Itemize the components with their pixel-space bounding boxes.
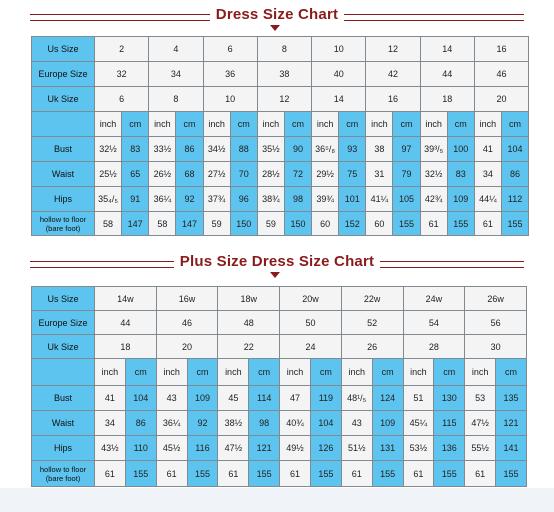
size-cell: 20 <box>156 335 218 359</box>
unit-row <box>32 112 529 137</box>
measure-cm-cell: 112 <box>501 187 528 212</box>
dress-size-table <box>31 36 529 236</box>
measure-inch-cell: 43½ <box>95 436 126 461</box>
measure-row <box>32 212 529 236</box>
size-cell: 46 <box>156 311 218 335</box>
unit-row <box>32 359 527 386</box>
plus-size-chart-header <box>0 249 554 273</box>
measure-inch-cell: 61 <box>341 461 372 487</box>
unit-cm: cm <box>501 112 528 137</box>
measure-inch-cell: 45 <box>218 386 249 411</box>
size-cell: 56 <box>465 311 527 335</box>
measure-inch-cell: 39³/₅ <box>420 137 447 162</box>
measure-cm-cell: 101 <box>339 187 366 212</box>
measure-inch-cell: 49½ <box>280 436 311 461</box>
unit-cm: cm <box>339 112 366 137</box>
row-label: Bust <box>32 137 95 162</box>
measure-cm-cell: 155 <box>310 461 341 487</box>
measure-cm-cell: 97 <box>393 137 420 162</box>
size-row <box>32 287 527 311</box>
dress-size-chart-title: Dress Size Chart <box>210 6 344 23</box>
measure-inch-cell: 53 <box>465 386 496 411</box>
unit-inch: inch <box>312 112 339 137</box>
unit-inch: inch <box>218 359 249 386</box>
measure-cm-cell: 88 <box>230 137 257 162</box>
measure-inch-cell: 41 <box>95 386 126 411</box>
size-cell: 22w <box>341 287 403 311</box>
unit-inch: inch <box>149 112 176 137</box>
measure-cm-cell: 72 <box>284 162 311 187</box>
measure-cm-cell: 150 <box>284 212 311 236</box>
size-cell: 8 <box>149 87 203 112</box>
measure-inch-cell: 51½ <box>341 436 372 461</box>
measure-inch-cell: 51 <box>403 386 434 411</box>
measure-inch-cell: 38½ <box>218 411 249 436</box>
measure-inch-cell: 53½ <box>403 436 434 461</box>
measure-cm-cell: 155 <box>496 461 527 487</box>
size-cell: 6 <box>203 37 257 62</box>
measure-cm-cell: 121 <box>249 436 280 461</box>
row-label: Europe Size <box>32 311 95 335</box>
measure-inch-cell: 61 <box>465 461 496 487</box>
measure-cm-cell: 155 <box>249 461 280 487</box>
measure-cm-cell: 136 <box>434 436 465 461</box>
measure-inch-cell: 39¾ <box>312 187 339 212</box>
unit-inch: inch <box>95 359 126 386</box>
measure-cm-cell: 121 <box>496 411 527 436</box>
size-cell: 24w <box>403 287 465 311</box>
measure-row <box>32 461 527 487</box>
unit-cm: cm <box>372 359 403 386</box>
row-label: Us Size <box>32 287 95 311</box>
measure-cm-cell: 130 <box>434 386 465 411</box>
measure-cm-cell: 100 <box>447 137 474 162</box>
size-cell: 54 <box>403 311 465 335</box>
size-cell: 16 <box>366 87 420 112</box>
row-label: Uk Size <box>32 87 95 112</box>
measure-inch-cell: 61 <box>280 461 311 487</box>
row-label: Europe Size <box>32 62 95 87</box>
measure-cm-cell: 68 <box>176 162 203 187</box>
measure-inch-cell: 61 <box>420 212 447 236</box>
size-row <box>32 335 527 359</box>
measure-cm-cell: 150 <box>230 212 257 236</box>
measure-inch-cell: 48¹/₅ <box>341 386 372 411</box>
measure-cm-cell: 83 <box>122 137 149 162</box>
row-label: Us Size <box>32 37 95 62</box>
size-cell: 28 <box>403 335 465 359</box>
measure-inch-cell: 61 <box>218 461 249 487</box>
measure-cm-cell: 104 <box>310 411 341 436</box>
measure-cm-cell: 155 <box>447 212 474 236</box>
row-label: Hips <box>32 187 95 212</box>
measure-cm-cell: 90 <box>284 137 311 162</box>
row-label: Waist <box>32 162 95 187</box>
measure-inch-cell: 45½ <box>156 436 187 461</box>
size-cell: 42 <box>366 62 420 87</box>
size-cell: 14 <box>312 87 366 112</box>
unit-inch: inch <box>95 112 122 137</box>
measure-inch-cell: 32½ <box>95 137 122 162</box>
measure-cm-cell: 155 <box>372 461 403 487</box>
size-cell: 8 <box>257 37 311 62</box>
measure-inch-cell: 47½ <box>218 436 249 461</box>
measure-cm-cell: 65 <box>122 162 149 187</box>
measure-cm-cell: 86 <box>176 137 203 162</box>
size-cell: 12 <box>257 87 311 112</box>
measure-cm-cell: 116 <box>187 436 218 461</box>
size-cell: 44 <box>95 311 157 335</box>
size-cell: 6 <box>95 87 149 112</box>
row-label: Uk Size <box>32 335 95 359</box>
size-row <box>32 37 529 62</box>
size-cell: 2 <box>95 37 149 62</box>
unit-cm: cm <box>187 359 218 386</box>
measure-cm-cell: 91 <box>122 187 149 212</box>
unit-inch: inch <box>203 112 230 137</box>
chevron-down-icon <box>270 25 280 31</box>
unit-cm: cm <box>249 359 280 386</box>
measure-cm-cell: 92 <box>176 187 203 212</box>
measure-inch-cell: 34½ <box>203 137 230 162</box>
measure-cm-cell: 109 <box>447 187 474 212</box>
dress-size-chart-header <box>0 2 554 26</box>
measure-inch-cell: 36⁵/₈ <box>312 137 339 162</box>
measure-cm-cell: 96 <box>230 187 257 212</box>
size-cell: 34 <box>149 62 203 87</box>
measure-cm-cell: 104 <box>501 137 528 162</box>
measure-inch-cell: 41 <box>474 137 501 162</box>
size-cell: 26 <box>341 335 403 359</box>
size-cell: 32 <box>95 62 149 87</box>
unit-inch: inch <box>465 359 496 386</box>
size-cell: 36 <box>203 62 257 87</box>
measure-inch-cell: 60 <box>312 212 339 236</box>
measure-cm-cell: 105 <box>393 187 420 212</box>
unit-inch: inch <box>257 112 284 137</box>
size-cell: 18 <box>95 335 157 359</box>
size-cell: 38 <box>257 62 311 87</box>
row-label: Waist <box>32 411 95 436</box>
size-cell: 52 <box>341 311 403 335</box>
size-cell: 12 <box>366 37 420 62</box>
size-cell: 30 <box>465 335 527 359</box>
measure-row <box>32 137 529 162</box>
size-cell: 18 <box>420 87 474 112</box>
plus-size-table <box>31 286 527 487</box>
unit-cm: cm <box>176 112 203 137</box>
measure-inch-cell: 34 <box>95 411 126 436</box>
measure-row <box>32 386 527 411</box>
measure-cm-cell: 93 <box>339 137 366 162</box>
measure-row <box>32 436 527 461</box>
measure-cm-cell: 104 <box>125 386 156 411</box>
size-cell: 20w <box>280 287 342 311</box>
measure-inch-cell: 59 <box>203 212 230 236</box>
measure-cm-cell: 155 <box>125 461 156 487</box>
measure-inch-cell: 31 <box>366 162 393 187</box>
row-label: Hips <box>32 436 95 461</box>
plus-size-chart-title: Plus Size Dress Size Chart <box>174 253 380 270</box>
measure-cm-cell: 155 <box>187 461 218 487</box>
measure-cm-cell: 147 <box>176 212 203 236</box>
unit-cm: cm <box>125 359 156 386</box>
measure-cm-cell: 114 <box>249 386 280 411</box>
unit-inch: inch <box>341 359 372 386</box>
row-label: hollow to floor (bare foot) <box>32 461 95 487</box>
measure-cm-cell: 155 <box>501 212 528 236</box>
measure-cm-cell: 155 <box>393 212 420 236</box>
measure-cm-cell: 83 <box>447 162 474 187</box>
chevron-down-icon <box>270 272 280 278</box>
size-cell: 44 <box>420 62 474 87</box>
page-footer-band <box>0 488 554 512</box>
unit-cm: cm <box>393 112 420 137</box>
measure-row <box>32 162 529 187</box>
size-cell: 18w <box>218 287 280 311</box>
unit-cm: cm <box>230 112 257 137</box>
size-cell: 4 <box>149 37 203 62</box>
measure-inch-cell: 45¼ <box>403 411 434 436</box>
measure-inch-cell: 61 <box>156 461 187 487</box>
measure-inch-cell: 38¾ <box>257 187 284 212</box>
measure-inch-cell: 28½ <box>257 162 284 187</box>
size-row <box>32 62 529 87</box>
measure-row <box>32 411 527 436</box>
measure-cm-cell: 115 <box>434 411 465 436</box>
size-cell: 24 <box>280 335 342 359</box>
measure-cm-cell: 86 <box>501 162 528 187</box>
measure-inch-cell: 42¾ <box>420 187 447 212</box>
size-cell: 16 <box>474 37 528 62</box>
measure-inch-cell: 36¼ <box>156 411 187 436</box>
size-cell: 26w <box>465 287 527 311</box>
measure-inch-cell: 41¼ <box>366 187 393 212</box>
measure-cm-cell: 119 <box>310 386 341 411</box>
measure-inch-cell: 29½ <box>312 162 339 187</box>
measure-cm-cell: 110 <box>125 436 156 461</box>
unit-cm: cm <box>447 112 474 137</box>
measure-inch-cell: 38 <box>366 137 393 162</box>
measure-inch-cell: 61 <box>403 461 434 487</box>
size-cell: 10 <box>312 37 366 62</box>
measure-inch-cell: 61 <box>474 212 501 236</box>
size-cell: 48 <box>218 311 280 335</box>
measure-inch-cell: 34 <box>474 162 501 187</box>
measure-cm-cell: 109 <box>187 386 218 411</box>
measure-inch-cell: 32½ <box>420 162 447 187</box>
unit-inch: inch <box>366 112 393 137</box>
measure-cm-cell: 152 <box>339 212 366 236</box>
unit-inch: inch <box>156 359 187 386</box>
measure-inch-cell: 35½ <box>257 137 284 162</box>
size-cell: 14w <box>95 287 157 311</box>
measure-inch-cell: 37¾ <box>203 187 230 212</box>
measure-inch-cell: 61 <box>95 461 126 487</box>
measure-cm-cell: 141 <box>496 436 527 461</box>
measure-cm-cell: 155 <box>434 461 465 487</box>
measure-inch-cell: 43 <box>341 411 372 436</box>
measure-inch-cell: 47 <box>280 386 311 411</box>
size-cell: 16w <box>156 287 218 311</box>
measure-cm-cell: 75 <box>339 162 366 187</box>
measure-cm-cell: 79 <box>393 162 420 187</box>
measure-cm-cell: 135 <box>496 386 527 411</box>
measure-inch-cell: 25½ <box>95 162 122 187</box>
row-label: Bust <box>32 386 95 411</box>
unit-inch: inch <box>474 112 501 137</box>
measure-inch-cell: 36¼ <box>149 187 176 212</box>
measure-cm-cell: 109 <box>372 411 403 436</box>
measure-inch-cell: 26½ <box>149 162 176 187</box>
measure-cm-cell: 124 <box>372 386 403 411</box>
measure-inch-cell: 58 <box>95 212 122 236</box>
measure-cm-cell: 147 <box>122 212 149 236</box>
size-cell: 14 <box>420 37 474 62</box>
measure-cm-cell: 98 <box>284 187 311 212</box>
measure-cm-cell: 86 <box>125 411 156 436</box>
size-cell: 50 <box>280 311 342 335</box>
size-cell: 40 <box>312 62 366 87</box>
measure-inch-cell: 33½ <box>149 137 176 162</box>
unit-inch: inch <box>403 359 434 386</box>
measure-row <box>32 187 529 212</box>
size-cell: 20 <box>474 87 528 112</box>
measure-inch-cell: 47½ <box>465 411 496 436</box>
size-row <box>32 87 529 112</box>
unit-cm: cm <box>284 112 311 137</box>
unit-inch: inch <box>420 112 447 137</box>
measure-inch-cell: 59 <box>257 212 284 236</box>
measure-cm-cell: 92 <box>187 411 218 436</box>
unit-cm: cm <box>310 359 341 386</box>
measure-inch-cell: 55½ <box>465 436 496 461</box>
measure-inch-cell: 58 <box>149 212 176 236</box>
unit-inch: inch <box>280 359 311 386</box>
measure-inch-cell: 60 <box>366 212 393 236</box>
measure-inch-cell: 43 <box>156 386 187 411</box>
measure-inch-cell: 35₄/₅ <box>95 187 122 212</box>
unit-row-blank <box>32 112 95 137</box>
unit-row-blank <box>32 359 95 386</box>
measure-cm-cell: 98 <box>249 411 280 436</box>
measure-inch-cell: 27½ <box>203 162 230 187</box>
size-cell: 22 <box>218 335 280 359</box>
measure-cm-cell: 70 <box>230 162 257 187</box>
size-cell: 46 <box>474 62 528 87</box>
row-label: hollow to floor (bare foot) <box>32 212 95 236</box>
measure-cm-cell: 131 <box>372 436 403 461</box>
unit-cm: cm <box>434 359 465 386</box>
size-row <box>32 311 527 335</box>
measure-inch-cell: 44¼ <box>474 187 501 212</box>
unit-cm: cm <box>496 359 527 386</box>
measure-cm-cell: 126 <box>310 436 341 461</box>
measure-inch-cell: 40¾ <box>280 411 311 436</box>
size-cell: 10 <box>203 87 257 112</box>
unit-cm: cm <box>122 112 149 137</box>
